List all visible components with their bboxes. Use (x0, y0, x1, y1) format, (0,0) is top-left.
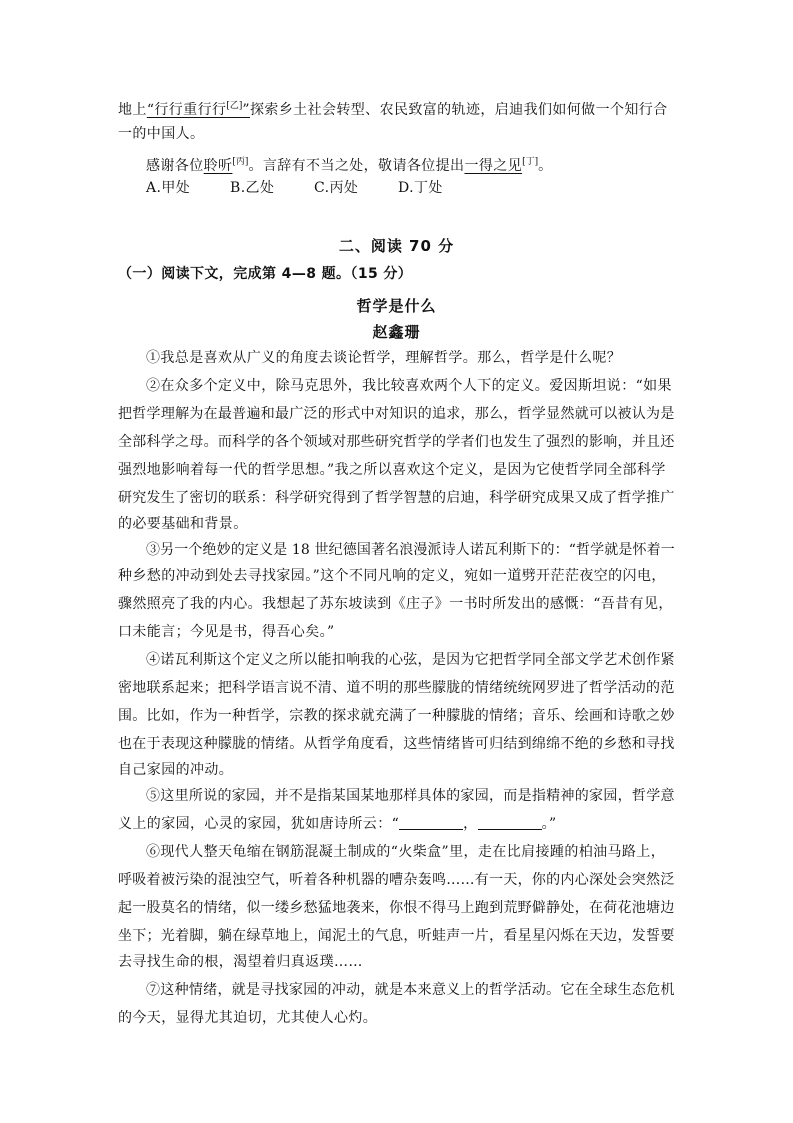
subsection-heading: （一）阅读下文，完成第 4—8 题。（15 分） (118, 266, 413, 282)
marker-bing: [丙] (232, 157, 249, 167)
article-line: ③另一个绝妙的定义是 18 世纪德国著名浪漫派诗人诺瓦利斯下的：“哲学就是怀着一 (146, 542, 675, 558)
fill-in-blank[interactable] (478, 815, 542, 830)
text-span: 。” (541, 816, 557, 832)
text-span: 感谢各位 (146, 158, 204, 174)
question-text-line (118, 96, 668, 120)
article-line: ⑥现代人整天龟缩在钢筋混凝土制成的“火柴盒”里，走在比肩接踵的柏油马路上， (146, 844, 666, 860)
underlined-phrase-bing (204, 158, 233, 174)
article-line: 起一股莫名的情绪，似一缕乡愁猛地袭来，你恨不得马上跑到荒野僻静处，在荷花池塘边 (118, 900, 675, 916)
text-span: 。言辞有不当之处，敬请各位提出 (248, 158, 465, 174)
article-line: 坐下；光着脚，躺在绿草地上，闻泥土的气息，听蛙声一片，看星星闪烁在天边，发誓要 (118, 928, 675, 944)
article-line: 种乡愁的冲动到处去寻找家园。”这个不同凡响的定义，宛如一道劈开茫茫夜空的闪电， (118, 568, 666, 584)
article-line: 呼吸着被污染的混浊空气，听着各种机器的嘈杂轰鸣……有一天，你的内心深处会突然泛 (118, 872, 675, 888)
fill-in-blank[interactable] (399, 815, 463, 830)
marker-ding: [丁] (522, 157, 539, 167)
article-line: 也在于表现这种朦胧的情绪。从哲学角度看，这些情绪皆可归结到绵绵不绝的乡愁和寻找 (118, 736, 675, 752)
article-line: 去寻找生命的根，渴望着归真返璞…… (118, 954, 363, 970)
article-line: 骤然照亮了我的内心。我想起了苏东坡读到《庄子》一书时所发出的感慨：“吾昔有见， (118, 596, 673, 612)
article-line: ⑦这种情绪，就是寻找家园的冲动，就是本来意义上的哲学活动。它在全球生态危机 (146, 982, 675, 998)
text-span: 义上的家园，心灵的家园，犹如唐诗所云：“ (118, 816, 400, 832)
option-a: A.甲处 (146, 180, 191, 196)
article-line: 自己家园的冲动。 (118, 762, 234, 778)
section-heading: 二、阅读 70 分 (338, 237, 455, 255)
question-text-line (146, 152, 553, 176)
text-span: ， (463, 816, 478, 832)
article-line: 的必要基础和背景。 (118, 516, 248, 532)
article-line: 全部科学之母。而科学的各个领域对那些研究哲学的学者们也发生了强烈的影响，并且还 (118, 434, 675, 450)
article-line: 研究发生了密切的联系：科学研究得到了哲学智慧的启迪，科学研究成果又成了哲学推广 (118, 490, 675, 506)
article-line: ④诺瓦利斯这个定义之所以能扣响我的心弦，是因为它把哲学同全部文学艺术创作紧 (146, 652, 675, 668)
article-line: 强烈地影响着每一代的哲学思想。”我之所以喜欢这个定义，是因为它使哲学同全部科学 (118, 462, 666, 478)
underlined-phrase-yi (147, 102, 250, 118)
article-line: ①我总是喜欢从广义的角度去谈论哲学，理解哲学。那么，哲学是什么呢？ (146, 350, 622, 366)
article-line: 密地联系起来；把科学语言说不清、道不明的那些朦胧的情绪统统网罗进了哲学活动的范 (118, 680, 675, 696)
underlined-phrase-ding (464, 158, 522, 174)
option-b: B.乙处 (230, 180, 275, 196)
article-title: 哲学是什么 (356, 297, 437, 315)
text-span: 聆听 (203, 158, 233, 174)
article-line: 围。比如，作为一种哲学，宗教的探求就充满了一种朦胧的情绪；音乐、绘画和诗歌之妙 (118, 708, 675, 724)
text-span: “行行重行行 (146, 102, 227, 118)
article-line: ⑤这里所说的家园，并不是指某国某地那样具体的家园，而是指精神的家园，哲学意 (146, 788, 675, 804)
text-span: 地上 (118, 102, 147, 118)
article-line: 口未能言；今见是书，得吾心矣。” (118, 624, 335, 640)
article-line (118, 814, 557, 834)
text-span: 一得之见 (464, 158, 523, 174)
text-span: 。 (538, 158, 553, 174)
text-span: 探索乡土社会转型、农民致富的轨迹，启迪我们如何做一个知行合 (249, 102, 668, 118)
text-span: ” (242, 102, 250, 118)
article-line: ②在众多个定义中，除马克思外，我比较喜欢两个人下的定义。爱因斯坦说：“如果 (146, 378, 672, 394)
option-d: D.丁处 (398, 180, 443, 196)
article-line: 的今天，显得尤其迫切，尤其使人心灼。 (118, 1010, 378, 1026)
article-author: 赵鑫珊 (372, 323, 421, 341)
option-c: C.丙处 (314, 180, 359, 196)
marker-yi: [乙] (226, 101, 243, 111)
question-text-line: 一的中国人。 (118, 126, 205, 142)
article-line: 把哲学理解为在最普遍和最广泛的形式中对知识的追求，那么，哲学显然就可以被认为是 (118, 406, 675, 422)
